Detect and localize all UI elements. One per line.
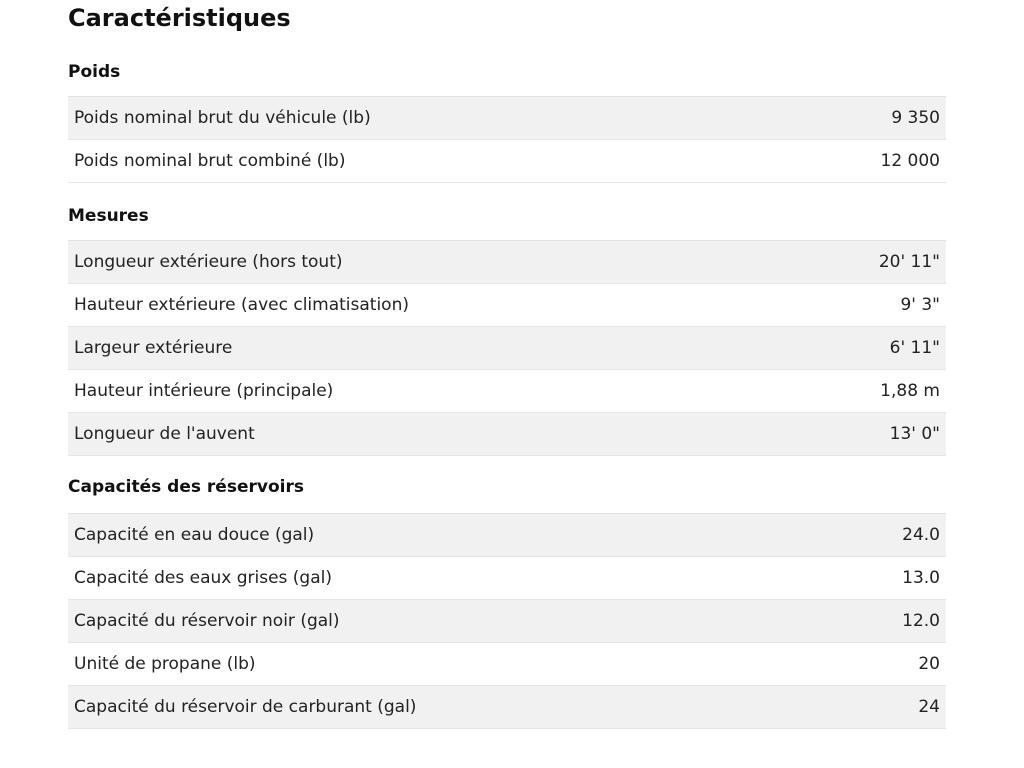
spec-label: Poids nominal brut combiné (lb) <box>74 151 346 171</box>
page-title: Caractéristiques <box>68 4 291 32</box>
spec-value: 1,88 m <box>880 381 940 401</box>
spec-row <box>68 284 946 327</box>
spec-value: 24.0 <box>902 525 940 545</box>
spec-label: Largeur extérieure <box>74 338 233 358</box>
spec-label: Longueur extérieure (hors tout) <box>74 252 343 272</box>
spec-row <box>68 327 946 370</box>
spec-label: Hauteur intérieure (principale) <box>74 381 334 401</box>
spec-value: 20 <box>918 654 940 674</box>
spec-value: 6' 11" <box>889 338 940 358</box>
section-heading-poids: Poids <box>68 62 121 82</box>
spec-value: 9' 3" <box>900 295 940 315</box>
spec-label: Capacité du réservoir noir (gal) <box>74 611 340 631</box>
specifications-panel <box>68 0 946 729</box>
spec-row <box>68 600 946 643</box>
spec-value: 12.0 <box>902 611 940 631</box>
spec-value: 24 <box>918 697 940 717</box>
spec-row <box>68 97 946 140</box>
spec-table-capacites <box>68 513 946 729</box>
spec-label: Capacité des eaux grises (gal) <box>74 568 332 588</box>
spec-row <box>68 557 946 600</box>
spec-label: Hauteur extérieure (avec climatisation) <box>74 295 409 315</box>
spec-row <box>68 370 946 413</box>
spec-label: Capacité en eau douce (gal) <box>74 525 315 545</box>
spec-row <box>68 643 946 686</box>
section-heading-mesures: Mesures <box>68 206 149 226</box>
spec-row <box>68 140 946 183</box>
spec-row <box>68 241 946 284</box>
spec-label: Poids nominal brut du véhicule (lb) <box>74 108 371 128</box>
spec-table-poids <box>68 96 946 183</box>
spec-table-mesures <box>68 240 946 456</box>
spec-row <box>68 413 946 456</box>
spec-label: Capacité du réservoir de carburant (gal) <box>74 697 417 717</box>
spec-value: 12 000 <box>880 151 940 171</box>
spec-value: 13.0 <box>902 568 940 588</box>
spec-label: Unité de propane (lb) <box>74 654 256 674</box>
spec-value: 9 350 <box>891 108 940 128</box>
spec-row <box>68 686 946 729</box>
spec-value: 13' 0" <box>889 424 940 444</box>
spec-label: Longueur de l'auvent <box>74 424 255 444</box>
spec-value: 20' 11" <box>878 252 940 272</box>
spec-row <box>68 514 946 557</box>
section-heading-capacites: Capacités des réservoirs <box>68 477 304 497</box>
